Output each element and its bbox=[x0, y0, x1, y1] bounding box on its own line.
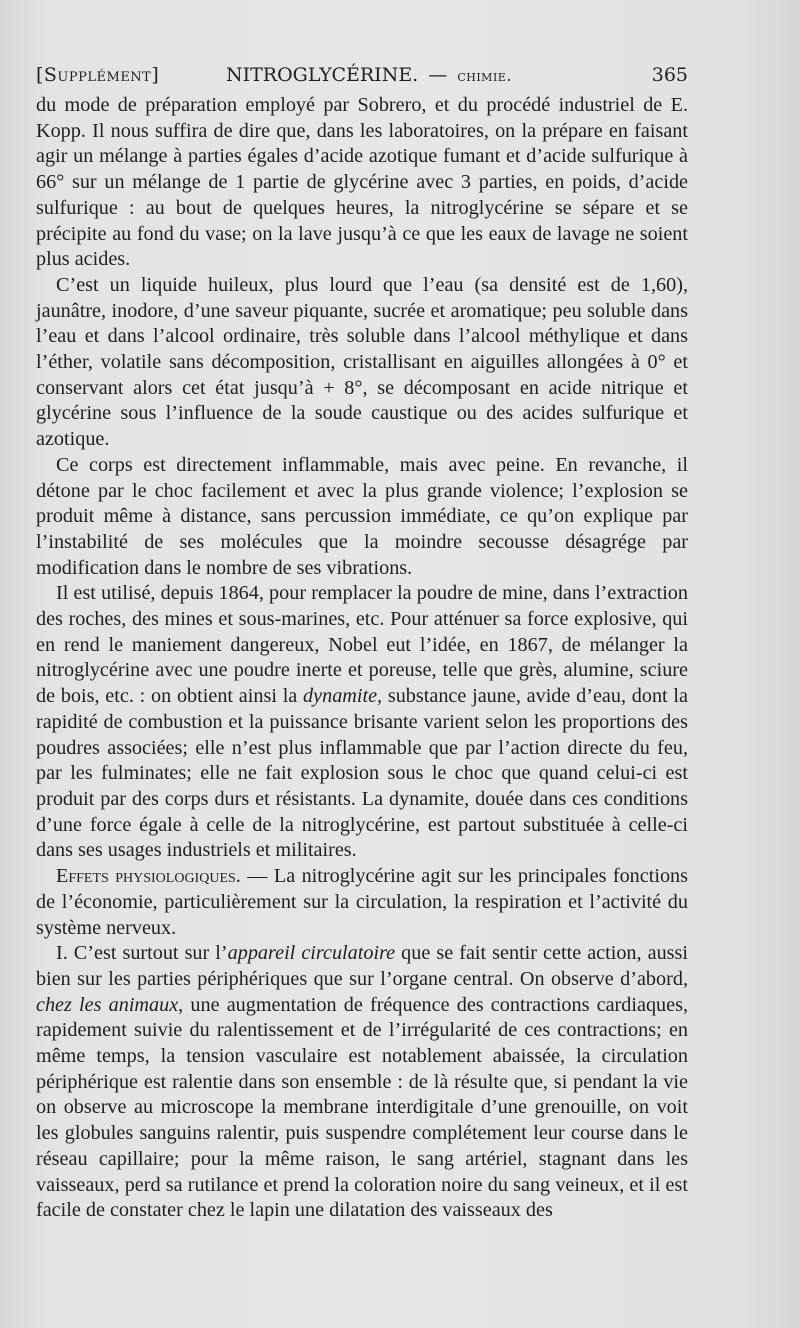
paragraph-1-text: du mode de préparation employé par Sobrero, et du procédé industriel de E. Kopp. Il nous suffira de dire que, dans les laboratoires, on la prépare en faisant agir un mélange à parties égales d’acide azotique fumant et d’acide sulfurique à 66° sur un mélange de 1 partie de glycérine avec 3 parties, en poids, d’acide sulfurique : au bout de quelques heures, la nitroglycérine se sépare et se précipite au fond du vase; on la lave jusqu’à ce que les eaux de lavage ne soient plus acides. bbox=[36, 94, 688, 271]
paragraph-4-text: Il est utilisé, depuis 1864, pour remplacer la poudre de mine, dans l’extraction des roches, des mines et sous-marines, etc. Pour atténuer sa force explosive, qui en rend le maniement dangereux, Nobel eut l’idée, en 1867, de mélanger la nitroglycérine avec une poudre inerte et poreuse, telle que grès, alumine, sciure de bois, etc. : on obtient ainsi la bbox=[36, 582, 688, 708]
paragraph-4-text-after: substance jaune, avide d’eau, dont la rapidité de combustion et la puissance brisante varient selon les proportions des poudres associées; elle n’est plus inflammable que par l’action directe du feu, par les fulminates; elle ne fait explosion sous le choc que quand celui-ci est produit par des corps durs et résistants. La dynamite, douée dans ces conditions d’une force égale à celle de la nitroglycérine, est partout substituée à celle-ci dans ses usages industriels et militaires. bbox=[36, 685, 689, 862]
paragraph-6-text-mid: que se fait sentir cette action, aussi bien sur les parties périphériques que sur l’organe central. On observe d’abord, bbox=[36, 942, 688, 990]
page-number: 365 bbox=[651, 64, 688, 86]
header-title-group bbox=[226, 62, 512, 89]
paragraph-2 bbox=[36, 273, 688, 453]
paragraph-4 bbox=[36, 581, 688, 864]
paragraph-6-italic-2: chez les animaux, bbox=[36, 993, 184, 1016]
paragraph-6-text-after: une augmentation de fréquence des contractions cardiaques, rapidement suivie du ralentissement et de l’irrégularité de ces contractions; en même temps, la tension vasculaire est notablement abaissée, la circulation périphérique est ralentie dans son ensemble : de là résulte que, si pendant la vie on observe au microscope la membrane interdigitale d’une grenouille, on voit les globules sanguins ralentir, puis suspendre complétement leur course dans le réseau capillaire; pour la même raison, le sang artériel, stagnant dans les vaisseaux, perd sa rutilance et prend la coloration noire du sang veineux, et il est facile de constater chez le lapin une dilatation des vaisseaux des bbox=[36, 993, 688, 1222]
paragraph-5 bbox=[36, 864, 688, 941]
paragraph-6-italic: appareil circulatoire bbox=[227, 942, 396, 965]
paragraph-2-text: C’est un liquide huileux, plus lourd que l’eau (sa densité est de 1,60), jaunâtre, inodore, d’une saveur piquante, sucrée et aromatique; peu soluble dans l’eau et dans l’alcool ordinaire, très soluble dans l’alcool méthylique et dans l’éther, volatile sans décomposition, cristallisant en aiguilles allongées à 0° et conservant alors cet état jusqu’à + 8°, se décomposant en acide nitrique et glycérine sous l’influence de la soude caustique ou des acides sulfurique et azotique. bbox=[36, 273, 688, 451]
paragraph-1 bbox=[36, 93, 688, 273]
body-text bbox=[36, 93, 688, 1224]
paragraph-5-text: — La nitroglycérine agit sur les principales fonctions de l’économie, particulièrement sur la circulation, la respiration et l’activité du système nerveux. bbox=[36, 865, 688, 939]
paragraph-3 bbox=[36, 453, 688, 582]
paragraph-6 bbox=[36, 941, 688, 1224]
header-title: NITROGLYCÉRINE. bbox=[226, 64, 419, 86]
paragraph-4-italic: dynamite, bbox=[303, 685, 383, 708]
running-header bbox=[36, 62, 688, 88]
paragraph-3-text: Ce corps est directement inflammable, mais avec peine. En revanche, il détone par le choc facilement et avec la plus grande violence; l’explosion se produit même à distance, sans percussion immédiate, ce qu’on explique par l’instabilité de ses molécules que la moindre secousse désagrége par modification dans le nombre de ses vibrations. bbox=[36, 453, 688, 579]
header-supplement: [Supplément] bbox=[36, 64, 160, 86]
header-dash: — bbox=[428, 64, 448, 86]
paragraph-6-text-before: I. C’est surtout sur l’ bbox=[56, 942, 228, 965]
section-lead: Effets physiologiques. bbox=[56, 865, 241, 888]
header-subtitle: chimie. bbox=[457, 66, 512, 85]
